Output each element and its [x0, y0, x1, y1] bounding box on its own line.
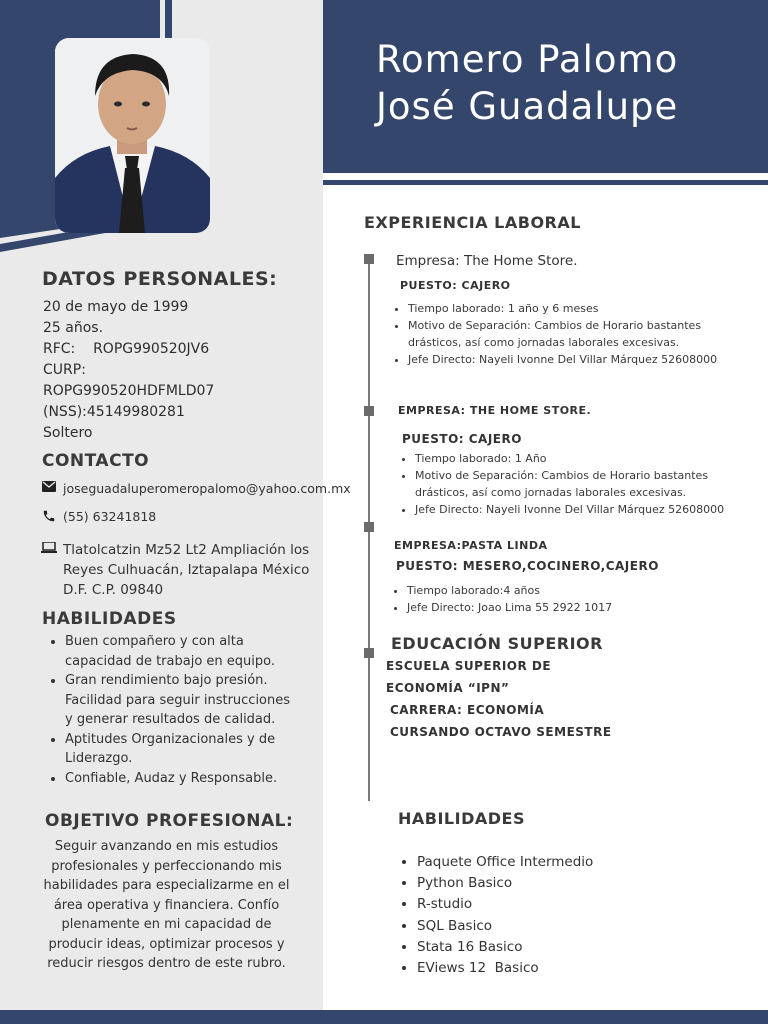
list-item: • Buen compañero y con alta capacidad de trabajo en equipo. [65, 632, 295, 671]
job2-details [395, 450, 733, 518]
list-item: • Motivo de Separación: Cambios de Horario bastantes drásticos, así como jornadas laborales excesivas. [408, 317, 728, 351]
skills-left-list [45, 632, 295, 788]
contact-phone-row [40, 509, 156, 524]
birth-date: 20 de mayo de 1999 [43, 299, 189, 315]
list-item: • R-studio [417, 894, 717, 915]
experience-title: EXPERIENCIA LABORAL [364, 213, 581, 232]
contact-address-row [40, 540, 309, 600]
address-line-1: Tlatolcatzin Mz52 Lt2 Ampliación los [63, 542, 310, 558]
profile-photo [55, 38, 210, 233]
name-line-2: José Guadalupe [376, 85, 679, 128]
list-item: • Aptitudes Organizacionales y de Liderazgo. [65, 730, 295, 769]
list-item: • Jefe Directo: Nayeli Ivonne Del Villar Márquez 52608000 [415, 501, 733, 518]
contact-phone[interactable]: (55) 63241818 [63, 509, 157, 524]
job1-details [388, 300, 728, 368]
address-line-3: D.F. C.P. 09840 [63, 582, 164, 598]
skills-left-title: HABILIDADES [42, 609, 177, 629]
list-item: • Gran rendimiento bajo presión. Facilidad para seguir instrucciones y generar resultados de calidad. [65, 671, 295, 730]
list-item: • SQL Basico [417, 916, 717, 937]
job2-company: EMPRESA: THE HOME STORE. [398, 404, 592, 417]
list-item: • Paquete Office Intermedio [417, 852, 717, 873]
contact-address [63, 540, 309, 600]
list-item: • Confiable, Audaz y Responsable. [65, 769, 295, 789]
curp-label: CURP: [43, 362, 86, 378]
timeline-marker [364, 522, 374, 532]
rfc: RFC: ROPG990520JV6 [43, 341, 210, 357]
personal-data-title: DATOS PERSONALES: [42, 268, 278, 290]
contact-email-row [40, 481, 351, 496]
curp-value: ROPG990520HDFMLD07 [43, 383, 215, 399]
job1-company: Empresa: The Home Store. [396, 253, 578, 269]
timeline-marker [364, 254, 374, 264]
education-career: CARRERA: ECONOMÍA [390, 703, 545, 717]
objective-title: OBJETIVO PROFESIONAL: [45, 811, 294, 831]
age: 25 años. [43, 320, 104, 336]
marital-status: Soltero [43, 425, 93, 441]
job3-company: EMPRESA:PASTA LINDA [394, 539, 548, 552]
education-status: CURSANDO OCTAVO SEMESTRE [390, 725, 612, 739]
name-line-1: Romero Palomo [376, 38, 679, 81]
list-item: • Jefe Directo: Joao Lima 55 2922 1017 [407, 599, 727, 616]
skills-right-list [397, 852, 717, 979]
skills-right-title: HABILIDADES [398, 809, 525, 828]
footer-band [0, 1010, 768, 1024]
education-school-line1: ESCUELA SUPERIOR DE [386, 659, 552, 673]
list-item: • Tiempo laborado: 1 Año [415, 450, 733, 467]
list-item: • Tiempo laborado: 1 año y 6 meses [408, 300, 728, 317]
candidate-name [376, 36, 756, 130]
list-item: • Jefe Directo: Nayeli Ivonne Del Villar Márquez 52608000 [408, 351, 728, 368]
list-item: • Stata 16 Basico [417, 937, 717, 958]
list-item: • Tiempo laborado:4 años [407, 582, 727, 599]
laptop-icon [40, 542, 58, 554]
contact-email[interactable]: joseguadaluperomeropalomo@yahoo.com.mx [63, 481, 351, 496]
timeline-marker [364, 648, 374, 658]
personal-data-block [43, 297, 313, 444]
objective-text: Seguir avanzando en mis estudios profesionales y perfeccionando mis habilidades para especializarme en el área operativa y financiera. Confío plenamente en mi capacidad de producir ideas, optimizar procesos y reducir riesgos dentro de este rubro. [43, 839, 290, 971]
header-divider [323, 180, 768, 185]
list-item: • Python Basico [417, 873, 717, 894]
education-title: EDUCACIÓN SUPERIOR [391, 634, 603, 653]
list-item: • EViews 12 Basico [417, 958, 717, 979]
job2-position: PUESTO: CAJERO [402, 432, 522, 446]
job3-position: PUESTO: MESERO,COCINERO,CAJERO [396, 559, 659, 573]
education-school-line2: ECONOMÍA “IPN” [386, 681, 510, 695]
address-line-2: Reyes Culhuacán, Iztapalapa México [63, 562, 310, 578]
phone-icon [40, 509, 58, 523]
nss: (NSS):45149980281 [43, 404, 185, 420]
list-item: • Motivo de Separación: Cambios de Horario bastantes drásticos, así como jornadas laborales excesivas. [415, 467, 733, 501]
job1-position: PUESTO: CAJERO [400, 279, 511, 292]
job3-details [387, 582, 727, 616]
contact-title: CONTACTO [42, 451, 150, 471]
timeline-marker [364, 406, 374, 416]
envelope-icon [40, 481, 58, 492]
